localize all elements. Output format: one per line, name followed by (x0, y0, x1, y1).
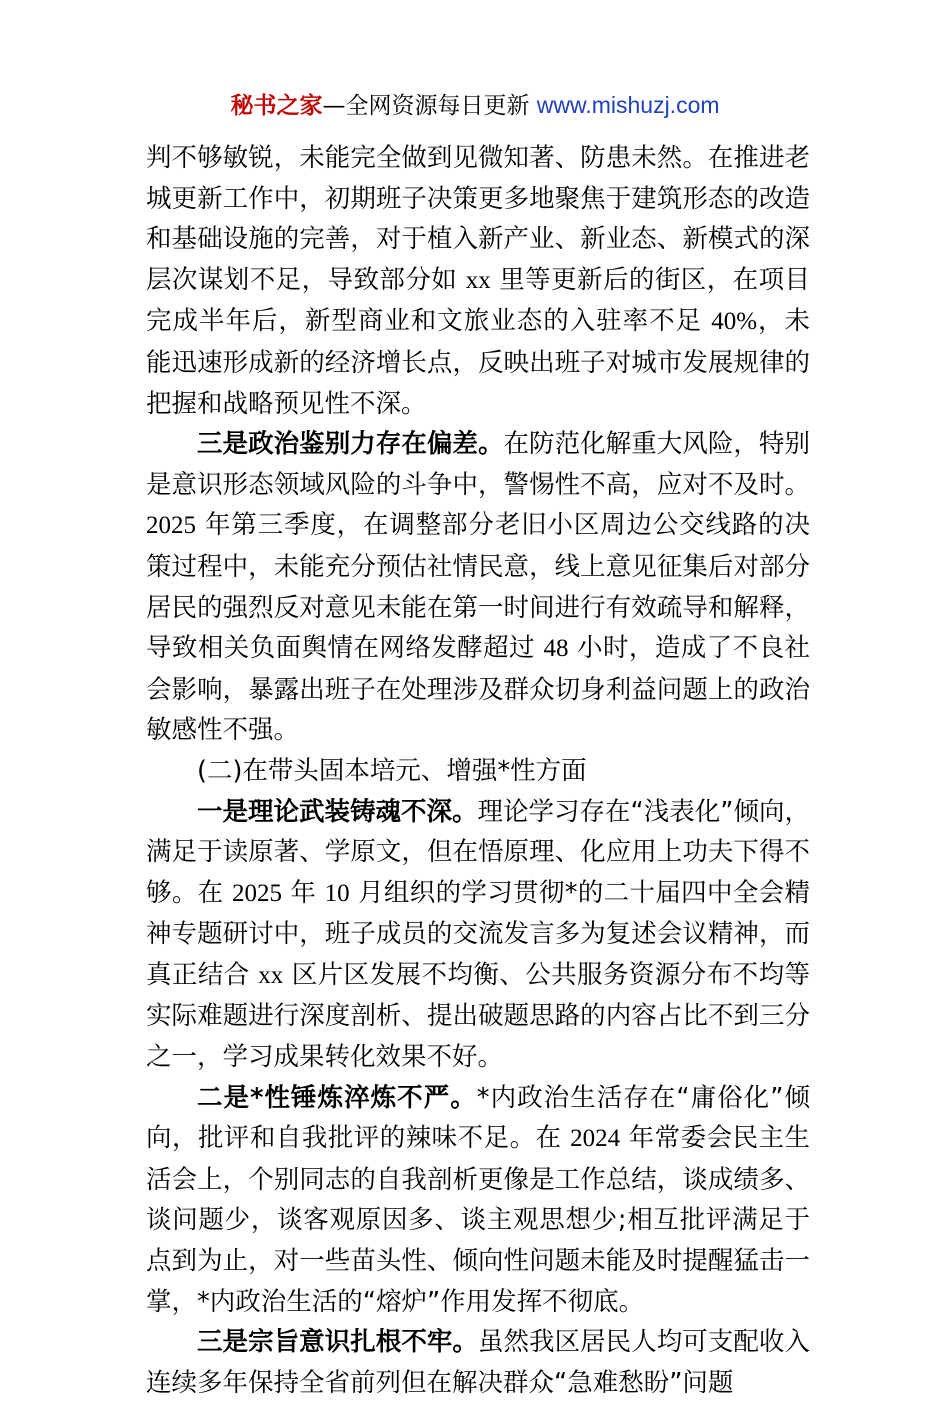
paragraph-lead: 三是政治鉴别力存在偏差。 (197, 429, 504, 460)
paragraph-theory-study (146, 792, 810, 1078)
header-tagline: 全网资源每日更新 (345, 93, 530, 119)
paragraph-purpose-awareness (146, 1322, 810, 1403)
paragraph-lead: 一是理论武装铸魂不深。 (197, 796, 478, 827)
section-heading-text: (二)在带头固本培元、增强*性方面 (197, 755, 587, 786)
paragraph-party-discipline (146, 1078, 810, 1323)
paragraph-text: 判不够敏锐，未能完全做到见微知著、防患未然。在推进老城更新工作中，初期班子决策更多地聚焦于建筑形态的改造和基础设施的完善，对于植入新产业、新业态、新模式的深层次谋划不足，导致部分如 xx 里等更新后的街区，在项目完成半年后，新型商业和文旅业态的入驻率不足 40%，未能迅速形成新的经济增长点，反映出班子对城市发展规律的把握和战略预见性不深。 (146, 143, 811, 419)
paragraph-text: 在防范化解重大风险，特别是意识形态领域风险的斗争中，警惕性不高，应对不及时。2025 年第三季度，在调整部分老旧小区周边公交线路的决策过程中，未能充分预估社情民意，线上意见征集后对部分居民的强烈反对意见未能在第一时间进行有效疏导和解释，导致相关负面舆情在网络发酵超过 48 小时，造成了不良社会影响，暴露出班子在处理涉及群众切身利益问题上的政治敏感性不强。 (146, 429, 811, 746)
paragraph-lead: 二是*性锤炼淬炼不严。 (197, 1082, 477, 1113)
brand-name: 秘书之家 (230, 93, 323, 119)
site-url-link[interactable]: www.mishuzj.com (536, 92, 720, 118)
site-header (0, 88, 950, 123)
paragraph-text: 理论学习存在“浅表化”倾向，满足于读原著、学原文，但在悟原理、化应用上功夫下得不够。在 2025 年 10 月组织的学习贯彻*的二十届四中全会精神专题研讨中，班子成员的交流发言多为复述会议精神，而真正结合 xx 区片区发展不均衡、公共服务资源分布不均等实际难题进行深度剖析、提出破题思路的内容占比不到三分之一，学习成果转化效果不好。 (146, 796, 810, 1073)
paragraph-continuation (146, 138, 810, 424)
paragraph-text: 虽然我区居民人均可支配收入连续多年保持全省前列但在解决群众“急难愁盼”问题 (146, 1327, 810, 1398)
section-heading (146, 751, 810, 792)
paragraph-text: *内政治生活存在“庸俗化”倾向，批评和自我批评的辣味不足。在 2024 年常委会民主生活会上，个别同志的自我剖析更像是工作总结，谈成绩多、谈问题少，谈客观原因多、谈主观思想少;相互批评满足于点到为止，对一些苗头性、倾向性问题未能及时提醒猛击一掌，*内政治生活的“熔炉”作用发挥不彻底。 (146, 1082, 811, 1317)
paragraph-lead: 三是宗旨意识扎根不牢。 (197, 1327, 478, 1358)
header-separator: — (322, 93, 346, 119)
paragraph-political-discernment (146, 424, 810, 751)
document-body (146, 138, 810, 1403)
